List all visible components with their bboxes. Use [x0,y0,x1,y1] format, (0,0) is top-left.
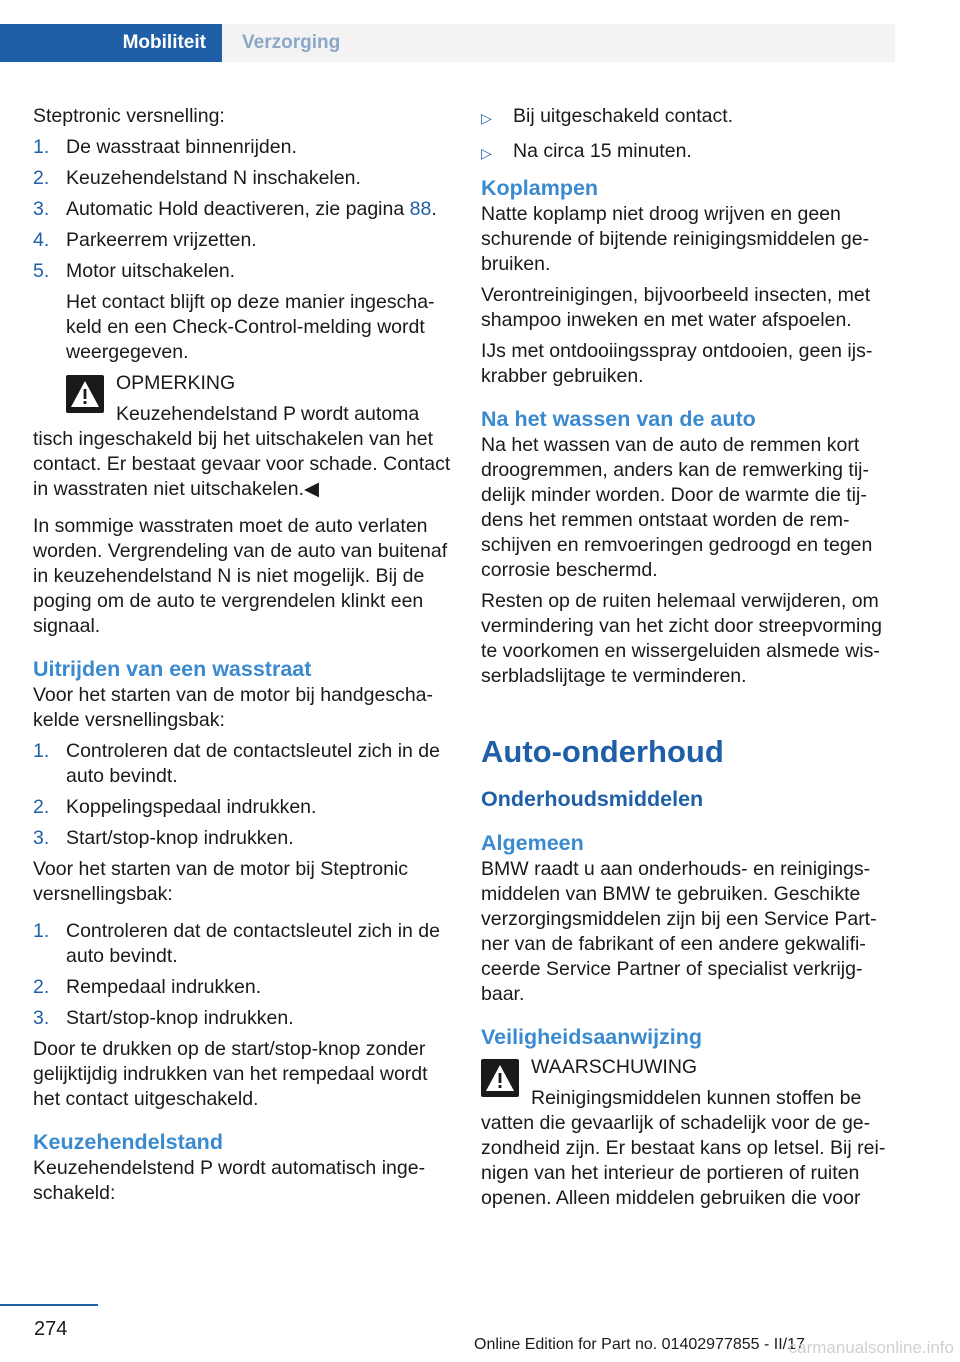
warning-heading: WAARSCHUWING [531,1056,698,1078]
note-box [33,371,451,427]
paragraph: Na het wassen van de auto de remmen kort droogremmen, anders kan de remwerking tijdelijk minder worden. Door de warmte die tijdens het remmen ontstaat worden de remschijven en remvoeringen gedroogd en tegen corrosie beschermd. [481,434,873,581]
triangle-bullet-icon: ▷ [481,110,492,126]
list-item: 1. De wasstraat binnenrijden. [33,136,297,158]
paragraph: Natte koplamp niet droog wrijven en geen schurende of bijtende reinigingsmiddelen gebruiken. [481,203,870,275]
list-item: 2. Koppelingspedaal indrukken. [33,796,317,818]
note-first-line: Keuzehendelstand P wordt automa [116,403,420,425]
list-item: 1. Controleren dat de contactsleutel zich in de auto bevindt. [33,920,440,967]
list-item: 3. Automatic Hold deactiveren, zie pagina 88. [33,198,437,220]
left-column [33,104,451,1212]
header-tabbar [0,24,895,62]
heading-safety: Veiligheidsaanwijzing [481,1025,703,1049]
steptronic-intro: Steptronic versnelling: [33,105,225,127]
heading-general: Algemeen [481,831,584,855]
warning-triangle-icon [66,375,104,413]
paragraph: BMW raadt u aan onderhouds- en reinigingsmiddelen van BMW te gebruiken. Geschikte verzorgingsmiddelen zijn bij een Service Partner van de fabrikant of een andere gekwalificeerde Service Partner of specialist verkrijgbaar. [481,858,877,1005]
triangle-bullet-icon: ▷ [481,145,492,161]
right-column [481,104,895,1217]
list-item: 3. Start/stop-knop indrukken. [33,1007,294,1029]
list-item: 1. Controleren dat de contactsleutel zich in de auto bevindt. [33,740,440,787]
edition-footer: Online Edition for Part no. 01402977855 - II/17 [474,1336,805,1353]
heading-selector-lever: Keuzehendelstand [33,1130,223,1154]
list-item: 2. Keuzehendelstand N inschakelen. [33,167,361,189]
heading-headlamps: Koplampen [481,176,599,200]
tab-mobiliteit[interactable]: Mobiliteit [0,24,222,62]
heading-exit-carwash: Uitrijden van een wasstraat [33,657,312,681]
paragraph: IJs met ontdooiingsspray ontdooien, geen ijskrabber gebruiken. [481,340,873,387]
step5-detail: Het contact blijft op deze manier ingeschakeld en een Check-Control-melding wordt weergegeven. [66,291,435,363]
list-item: 3. Start/stop-knop indrukken. [33,827,294,849]
warning-first-line: Reinigingsmiddelen kunnen stoffen be [531,1087,862,1109]
tab-verzorging[interactable]: Verzorging [222,24,895,62]
paragraph: Keuzehendelstend P wordt automatisch ingeschakeld: [33,1157,426,1204]
list-item: 5. Motor uitschakelen. [33,260,236,282]
heading-after-wash: Na het wassen van de auto [481,407,756,431]
list-item: 2. Rempedaal indrukken. [33,976,262,998]
warning-triangle-icon [481,1059,519,1097]
paragraph: Voor het starten van de motor bij Steptronic versnellingsbak: [33,858,409,905]
page-number-rule [0,1304,98,1306]
warning-box [481,1055,895,1111]
note-body: tisch ingeschakeld bij het uitschakelen van het contact. Er bestaat gevaar voor schade. Contact in wasstraten niet uitschakelen.◀ [33,428,451,500]
paragraph: In sommige wasstraten moet de auto verlaten worden. Vergrendeling van de auto van buitenaf in keuzehendelstand N is niet mogelijk. Bij de poging om de auto te vergrendelen klinkt een signaal. [33,515,448,637]
paragraph: Verontreinigingen, bijvoorbeeld insecten, met shampoo inweken en met water afspoelen. [481,284,871,331]
heading-care-products: Onderhoudsmiddelen [481,787,704,811]
warning-body: vatten die gevaarlijk of schadelijk voor de gezondheid zijn. Er bestaat kans op letsel. Bij reinigen van het interieur de portieren of ruiten openen. Alleen middelen gebruiken die voor [481,1112,886,1209]
watermark: carmanualsonline.info [788,1338,954,1357]
note-heading: OPMERKING [116,372,236,394]
heading-car-maintenance: Auto-onderhoud [481,734,724,769]
list-item: ▷ Na circa 15 minuten. [481,139,895,166]
paragraph: Door te drukken op de start/stop-knop zonder gelijktijdig indrukken van het rempedaal wordt het contact uitgeschakeld. [33,1038,428,1110]
paragraph: Resten op de ruiten helemaal verwijderen, om vermindering van het zicht door streepvorming te voorkomen en wissergeluiden alsmede wisserbladslijtage te verminderen. [481,590,883,687]
page-link-88[interactable]: 88 [409,198,432,220]
list-item: 4. Parkeerrem vrijzetten. [33,229,257,251]
page-number: 274 [34,1318,68,1340]
paragraph: Voor het starten van de motor bij handgeschakelde versnellingsbak: [33,684,434,731]
list-item: ▷ Bij uitgeschakeld contact. [481,104,895,131]
